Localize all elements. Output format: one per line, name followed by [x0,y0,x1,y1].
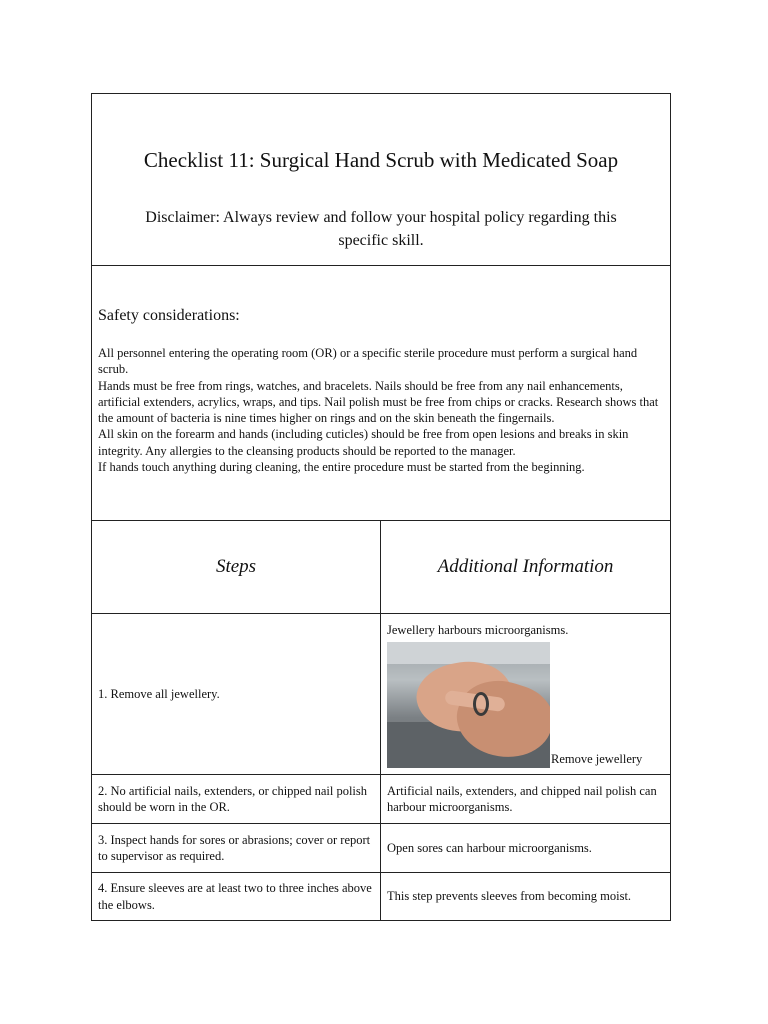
disclaimer-text: Disclaimer: Always review and follow your hospital policy regarding this specific skill. [145,208,617,249]
ring-icon [473,692,489,716]
step-cell: 3. Inspect hands for sores or abrasions; cover or report to supervisor as required. [92,824,381,873]
info-cell: Open sores can harbour microorganisms. [381,824,671,873]
safety-cell [92,266,671,521]
table-header-row [92,521,671,614]
step-cell: 4. Ensure sleeves are at least two to three inches above the elbows. [92,873,381,921]
photo-caption: Remove jewellery [551,752,643,766]
page-title: Checklist 11: Surgical Hand Scrub with Medicated Soap [143,147,619,172]
info-cell: Artificial nails, extenders, and chipped nail polish can harbour microorganisms. [381,775,671,824]
safety-item: If hands touch anything during cleaning, the entire procedure must be started from the beginning. [98,460,585,475]
safety-heading: Safety considerations: [98,307,240,324]
step-cell: 2. No artificial nails, extenders, or chipped nail polish should be worn in the OR. [92,775,381,824]
table-row [92,775,671,824]
info-cell: This step prevents sleeves from becoming moist. [381,873,671,921]
table-row [92,614,671,775]
safety-list [98,345,660,475]
info-text: Jewellery harbours microorganisms. [387,623,569,637]
steps-header: Steps [92,521,381,614]
photo-wrap [387,642,664,768]
safety-item: All skin on the forearm and hands (including cuticles) should be free from open lesions and breaks in skin integrity. Any allergies to the cleansing products should be reported to the manager. [98,427,629,458]
remove-jewellery-photo [387,642,550,768]
title-cell [92,94,671,266]
table-row [92,873,671,921]
info-cell [381,614,671,775]
table-row [92,824,671,873]
checklist-table [91,93,671,921]
safety-item: All personnel entering the operating room (OR) or a specific sterile procedure must perform a surgical hand scrub. [98,346,638,377]
info-header: Additional Information [381,521,671,614]
safety-item: Hands must be free from rings, watches, and bracelets. Nails should be free from any nail enhancements, artificial extenders, acrylics, wraps, and tips. Nail polish must be free from chips or cracks. Research shows that the amount of bacteria is nine times higher on rings and on the skin beneath the fingernails. [98,378,659,426]
title-row [92,94,671,266]
safety-row [92,266,671,521]
step-cell: 1. Remove all jewellery. [92,614,381,775]
